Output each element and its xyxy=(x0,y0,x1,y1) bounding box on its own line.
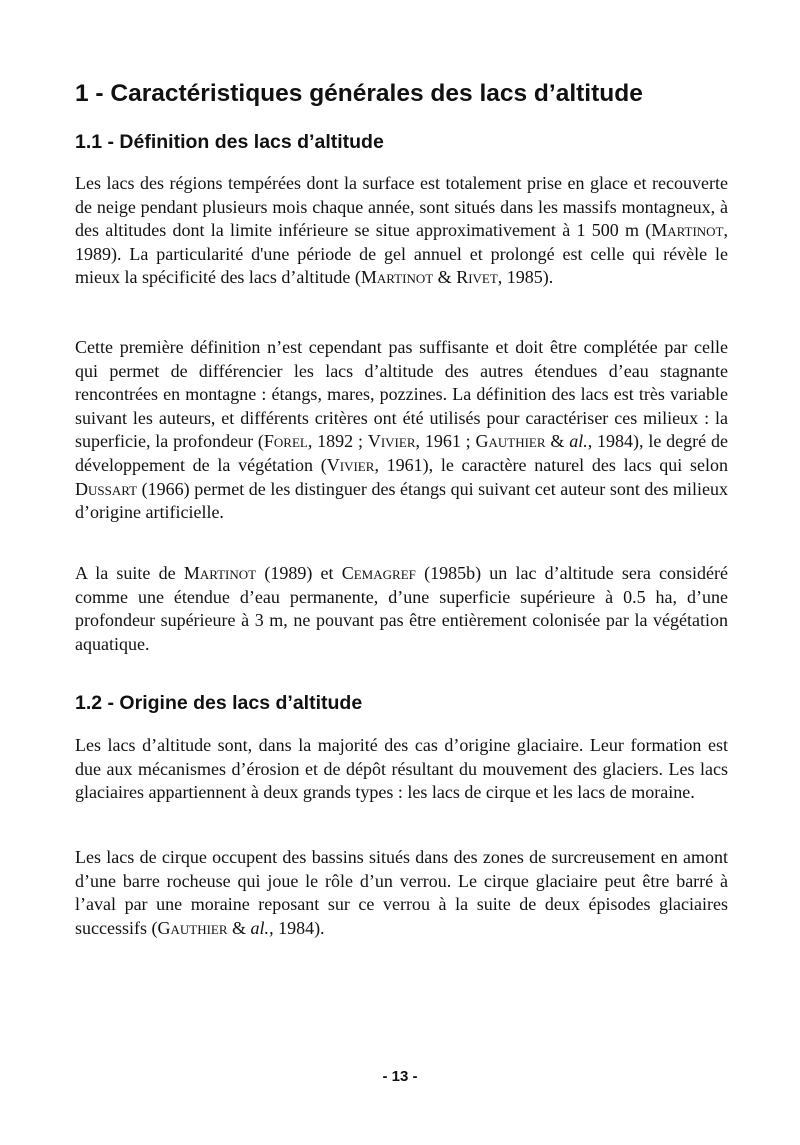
text-segment: Les lacs d’altitude sont, dans la majorité des cas d’origine glaciaire. Leur formation est due aux mécanismes d’érosion et de dépôt résultant du mouvement des glaciers. Les lacs glaciaires appartiennent à deux grands types : les lacs de cirque et les lacs de moraine. xyxy=(75,735,728,803)
text-segment: , 1985). xyxy=(497,267,554,288)
text-segment: (1989) et xyxy=(256,563,342,583)
author-name: Dussart xyxy=(75,478,138,499)
text-segment: & xyxy=(227,917,251,938)
italic-text: al. xyxy=(569,431,588,452)
author-name: Vivier xyxy=(326,454,375,475)
author-name: Gauthier xyxy=(475,431,546,452)
author-name: Gauthier xyxy=(157,917,228,938)
paragraph xyxy=(75,562,728,656)
author-name: Martinot xyxy=(183,563,257,583)
text-segment: , 1961), le caractère naturel des lacs qui selon xyxy=(374,454,729,475)
author-name: Forel xyxy=(263,431,308,452)
chapter-title: 1 - Caractéristiques générales des lacs d’altitude xyxy=(75,80,643,107)
text-segment: Cette première définition n’est cependant pas suffisante et doit être complétée par celle qui permet de différencier les lacs d’altitude des autres étendues d’eau stagnante rencontrées en montagne : étangs, mares, pozzines. La définition des lacs est très variable suivant les auteurs, et différents critères ont été utilisés pour caractériser ces milieux : la superficie, la profondeur ( xyxy=(75,337,728,452)
text-segment: , 1989). La particularité d'une période de gel annuel et prolongé est celle qui révèle le mieux la spécificité des lacs d’altitude ( xyxy=(75,220,728,288)
author-name: Rivet xyxy=(456,267,498,288)
paragraph xyxy=(75,734,728,805)
paragraph xyxy=(75,846,728,940)
section-heading-definition: 1.1 - Définition des lacs d’altitude xyxy=(75,131,384,153)
paragraph xyxy=(75,336,728,525)
text-segment: , 1961 ; xyxy=(415,431,476,452)
author-name: Vivier xyxy=(367,431,416,452)
text-segment: , 1984), le degré de développement de la végétation ( xyxy=(75,431,728,475)
text-segment: A la suite de xyxy=(75,563,184,583)
author-name: Martinot xyxy=(651,220,724,241)
text-segment: Les lacs des régions tempérées dont la surface est totalement prise en glace et recouverte de neige pendant plusieurs mois chaque année, sont situés dans les massifs montagneux, à des altitudes dont la limite inférieure se situe approximativement à 1 500 m ( xyxy=(75,173,728,241)
italic-text: al. xyxy=(250,917,270,938)
text-segment: , 1984). xyxy=(269,917,325,938)
author-name: Cemagref xyxy=(341,563,416,583)
paragraph xyxy=(75,172,728,290)
section-heading-origine: 1.2 - Origine des lacs d’altitude xyxy=(75,692,363,714)
text-segment: (1985b) un lac d’altitude sera considéré comme une étendue d’eau permanente, d’une superficie supérieure à 0.5 ha, d’une profondeur supérieure à 3 m, ne pouvant pas être entièrement colonisée par la végétation aquatique. xyxy=(75,563,729,654)
author-name: Martinot xyxy=(360,267,434,288)
page-number: - 13 - xyxy=(382,1068,418,1085)
text-segment: Les lacs de cirque occupent des bassins situés dans des zones de surcreusement en amont d’une barre rocheuse qui joue le rôle d’un verrou. Le cirque glaciaire peut être barré à l’aval par une moraine reposant sur ce verrou à la suite de deux épisodes glaciaires successifs ( xyxy=(75,847,728,938)
text-segment: & xyxy=(433,267,457,288)
text-segment: & xyxy=(545,431,570,452)
text-segment: (1966) permet de les distinguer des étangs qui suivant cet auteur sont des milieux d’origine artificielle. xyxy=(75,478,728,523)
text-segment: , 1892 ; xyxy=(307,431,368,452)
